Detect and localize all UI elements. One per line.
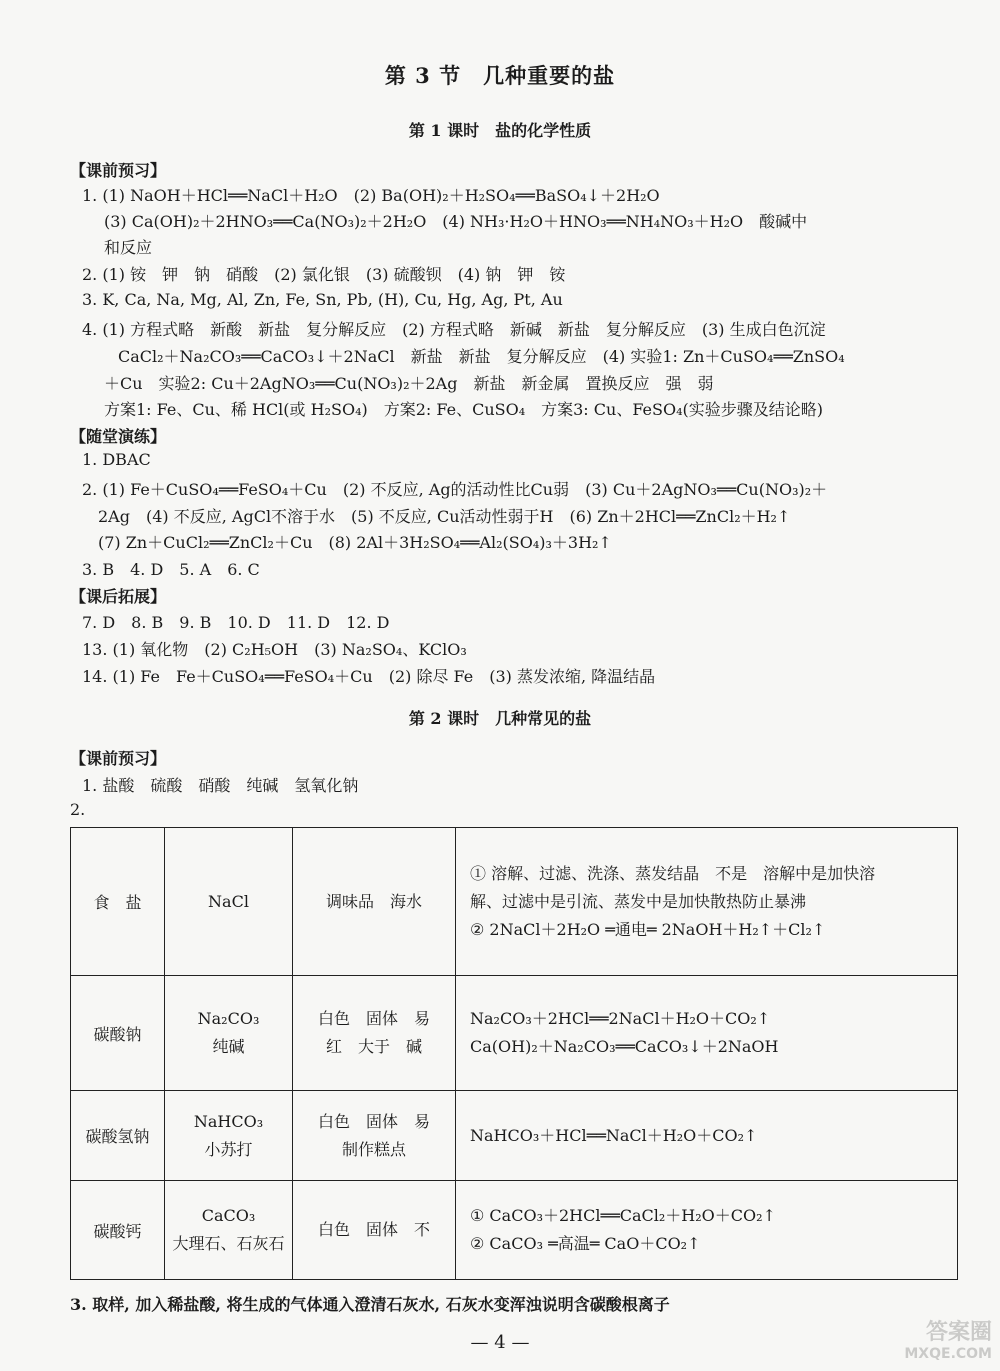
answer-line: 3. B 4. D 5. A 6. C bbox=[82, 560, 260, 579]
salt-formula: CaCO₃ 大理石、石灰石 bbox=[165, 1181, 293, 1280]
table-row bbox=[71, 828, 958, 976]
salt-properties: 白色 固体 不 bbox=[293, 1181, 456, 1280]
answer-line: 7. D 8. B 9. B 10. D 11. D 12. D bbox=[82, 613, 390, 632]
answer-line: 2. bbox=[70, 800, 86, 819]
page-number: — 4 — bbox=[470, 1332, 530, 1353]
answer-line: 1. 盐酸 硫酸 硝酸 纯碱 氢氧化钠 bbox=[82, 776, 359, 795]
salts-table bbox=[70, 827, 958, 1280]
answer-line: CaCl₂＋Na₂CO₃══CaCO₃↓＋2NaCl 新盐 新盐 复分解反应 (4) 实验1: Zn＋CuSO₄══ZnSO₄ bbox=[118, 347, 845, 366]
header-extension: 【课后拓展】 bbox=[70, 587, 167, 606]
salt-formula: Na₂CO₃ 纯碱 bbox=[165, 976, 293, 1091]
answer-line: ＋Cu 实验2: Cu＋2AgNO₃══Cu(NO₃)₂＋2Ag 新盐 新金属 置换反应 强 弱 bbox=[104, 374, 714, 393]
answer-line: 2Ag (4) 不反应, AgCl不溶于水 (5) 不反应, Cu活动性弱于H (6) Zn＋2HCl══ZnCl₂＋H₂↑ bbox=[98, 507, 791, 526]
answer-line: 1. (1) NaOH＋HCl══NaCl＋H₂O (2) Ba(OH)₂＋H₂SO₄══BaSO₄↓＋2H₂O bbox=[82, 186, 660, 205]
answer-line: 4. (1) 方程式略 新酸 新盐 复分解反应 (2) 方程式略 新碱 新盐 复分解反应 (3) 生成白色沉淀 bbox=[82, 320, 826, 339]
salt-properties: 调味品 海水 bbox=[293, 828, 456, 976]
salt-formula: NaHCO₃ 小苏打 bbox=[165, 1091, 293, 1181]
salt-equations: Na₂CO₃＋2HCl══2NaCl＋H₂O＋CO₂↑ Ca(OH)₂＋Na₂CO₃══CaCO₃↓＋2NaOH bbox=[456, 976, 958, 1091]
answer-line: 1. DBAC bbox=[82, 450, 151, 469]
answer-line: (7) Zn＋CuCl₂══ZnCl₂＋Cu (8) 2Al＋3H₂SO₄══Al₂(SO₄)₃＋3H₂↑ bbox=[98, 533, 612, 552]
table-row bbox=[71, 1091, 958, 1181]
salt-properties: 白色 固体 易 制作糕点 bbox=[293, 1091, 456, 1181]
answer-line: 3. 取样, 加入稀盐酸, 将生成的气体通入澄清石灰水, 石灰水变浑浊说明含碳酸根离子 bbox=[70, 1295, 670, 1314]
lesson2-title: 第 2 课时 几种常见的盐 bbox=[408, 709, 592, 728]
header-practice: 【随堂演练】 bbox=[70, 427, 167, 446]
header-preview-1: 【课前预习】 bbox=[70, 161, 167, 180]
salt-equations: NaHCO₃＋HCl══NaCl＋H₂O＋CO₂↑ bbox=[456, 1091, 958, 1181]
section-title: 第 3 节 几种重要的盐 bbox=[384, 63, 616, 88]
salt-name: 碳酸钙 bbox=[71, 1181, 165, 1280]
table-row bbox=[71, 1181, 958, 1280]
answer-line: 3. K, Ca, Na, Mg, Al, Zn, Fe, Sn, Pb, (H), Cu, Hg, Ag, Pt, Au bbox=[82, 290, 563, 309]
salt-name: 碳酸氢钠 bbox=[71, 1091, 165, 1181]
salt-name: 食 盐 bbox=[71, 828, 165, 976]
watermark-logo: 答案圈 MXQE.COM bbox=[904, 1320, 992, 1362]
salt-equations: ① CaCO₃＋2HCl══CaCl₂＋H₂O＋CO₂↑ ② CaCO₃ ═高温═ CaO＋CO₂↑ bbox=[456, 1181, 958, 1280]
answer-line: 2. (1) 铵 钾 钠 硝酸 (2) 氯化银 (3) 硫酸钡 (4) 钠 钾 铵 bbox=[82, 265, 566, 284]
lesson1-title: 第 1 课时 盐的化学性质 bbox=[408, 121, 592, 140]
header-preview-2: 【课前预习】 bbox=[70, 749, 167, 768]
salt-equations: ① 溶解、过滤、洗涤、蒸发结晶 不是 溶解中是加快溶 解、过滤中是引流、蒸发中是加快散热防止暴沸 ② 2NaCl＋2H₂O ═通电═ 2NaOH＋H₂↑＋Cl₂↑ bbox=[456, 828, 958, 976]
salt-name: 碳酸钠 bbox=[71, 976, 165, 1091]
answer-line: 方案1: Fe、Cu、稀 HCl(或 H₂SO₄) 方案2: Fe、CuSO₄ 方案3: Cu、FeSO₄(实验步骤及结论略) bbox=[104, 400, 823, 419]
table-row bbox=[71, 976, 958, 1091]
answer-line: 13. (1) 氧化物 (2) C₂H₅OH (3) Na₂SO₄、KClO₃ bbox=[82, 640, 467, 659]
salt-formula: NaCl bbox=[165, 828, 293, 976]
salt-properties: 白色 固体 易 红 大于 碱 bbox=[293, 976, 456, 1091]
answer-line: 和反应 bbox=[104, 238, 153, 257]
answer-line: 2. (1) Fe＋CuSO₄══FeSO₄＋Cu (2) 不反应, Ag的活动性比Cu弱 (3) Cu＋2AgNO₃══Cu(NO₃)₂＋ bbox=[82, 480, 828, 499]
answer-line: (3) Ca(OH)₂＋2HNO₃══Ca(NO₃)₂＋2H₂O (4) NH₃·H₂O＋HNO₃══NH₄NO₃＋H₂O 酸碱中 bbox=[104, 212, 808, 231]
answer-line: 14. (1) Fe Fe＋CuSO₄══FeSO₄＋Cu (2) 除尽 Fe (3) 蒸发浓缩, 降温结晶 bbox=[82, 667, 656, 686]
